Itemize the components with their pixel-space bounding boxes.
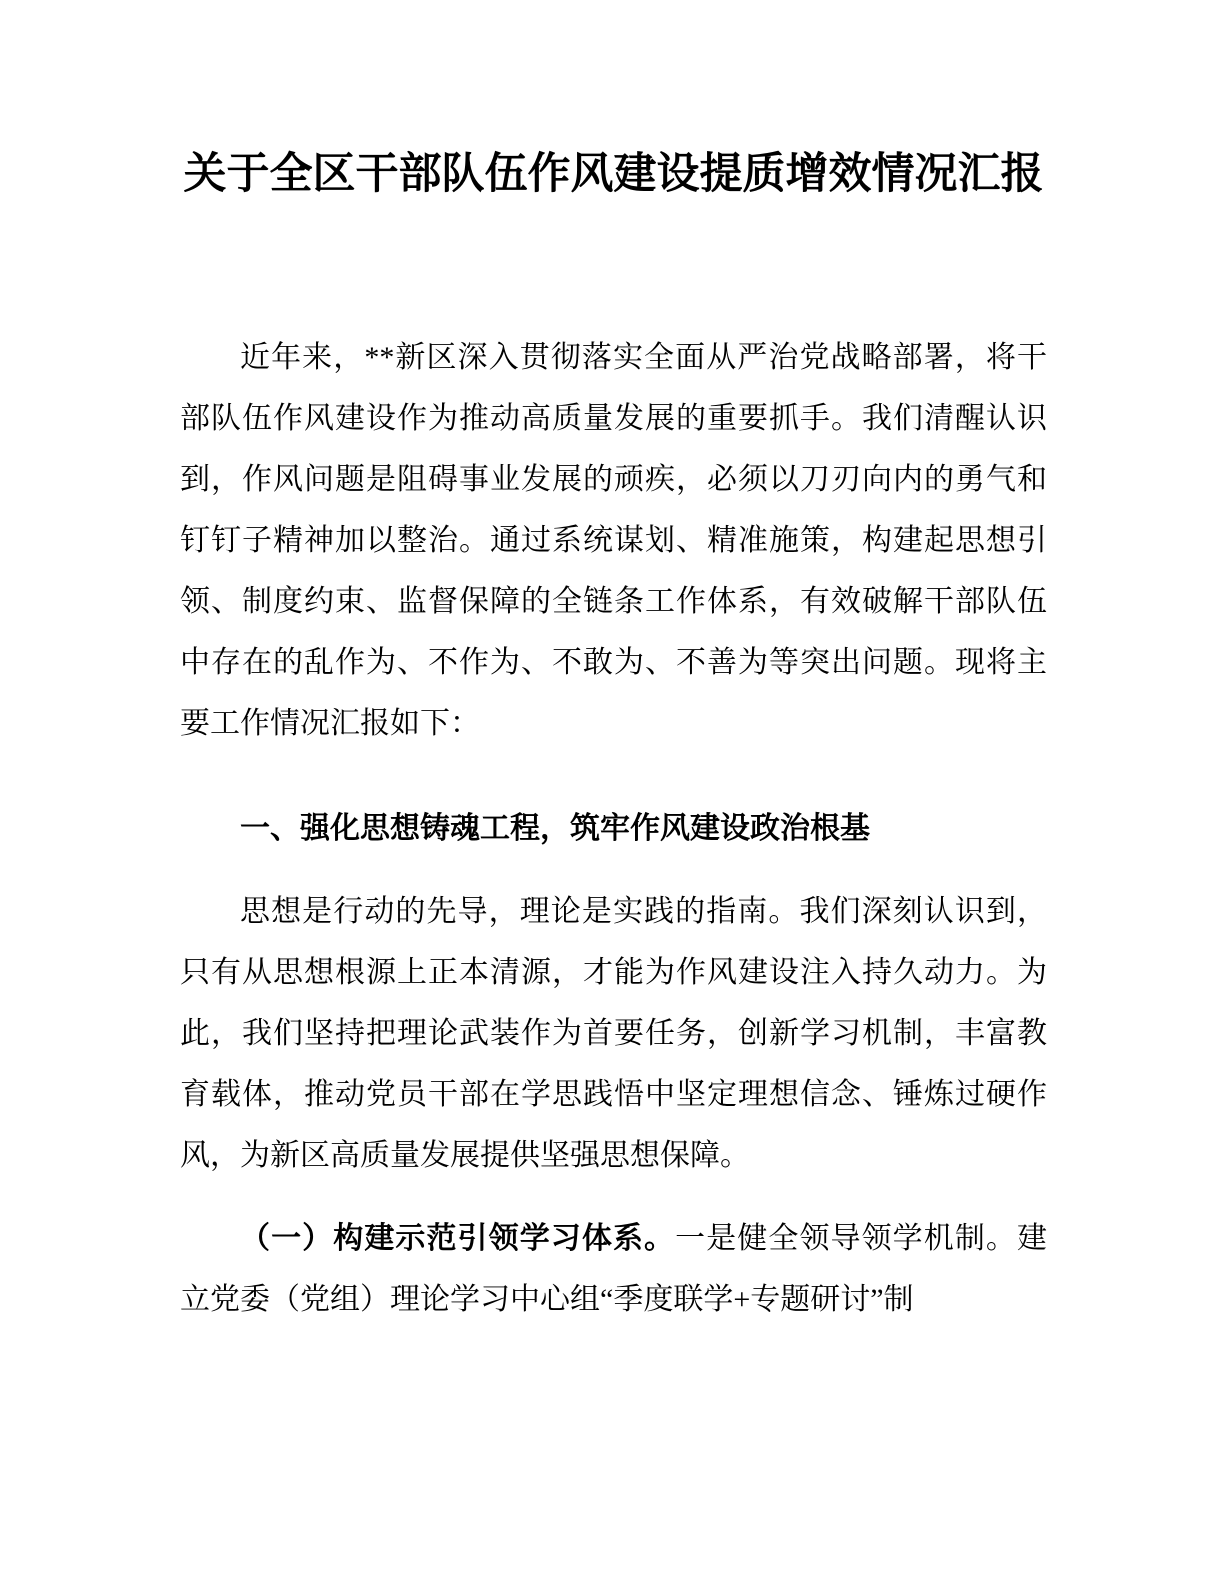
section-1-heading: 一、强化思想铸魂工程，筑牢作风建设政治根基 (240, 812, 870, 845)
intro-paragraph: 近年来，**新区深入贯彻落实全面从严治党战略部署，将干部队伍作风建设作为推动高质量发展的重要抓手。我们清醒认识到，作风问题是阻碍事业发展的顽疾，必须以刀刃向内的勇气和钉钉子精神加以整治。通过系统谋划、精准施策，构建起思想引领、制度约束、监督保障的全链条工作体系，有效破解干部队伍中存在的乱作为、不作为、不敢为、不善为等突出问题。现将主要工作情况汇报如下： (180, 341, 1047, 740)
item-1-lead: （一）构建示范引领学习体系。 (240, 1222, 676, 1255)
section-1-opening-paragraph: 思想是行动的先导，理论是实践的指南。我们深刻认识到，只有从思想根源上正本清源，才能为作风建设注入持久动力。为此，我们坚持把理论武装作为首要任务，创新学习机制，丰富教育载体，推动党员干部在学思践悟中坚定理想信念、锤炼过硬作风，为新区高质量发展提供坚强思想保障。 (180, 895, 1047, 1172)
item-1-text: 一是健全领导领学机制。建立党委（党组）理论学习中心组“季度联学+专题研讨”制 (180, 1222, 1048, 1316)
document-title: 关于全区干部队伍作风建设提质增效情况汇报 (183, 151, 1044, 198)
section-1-item-1-paragraph (180, 1208, 1047, 1330)
